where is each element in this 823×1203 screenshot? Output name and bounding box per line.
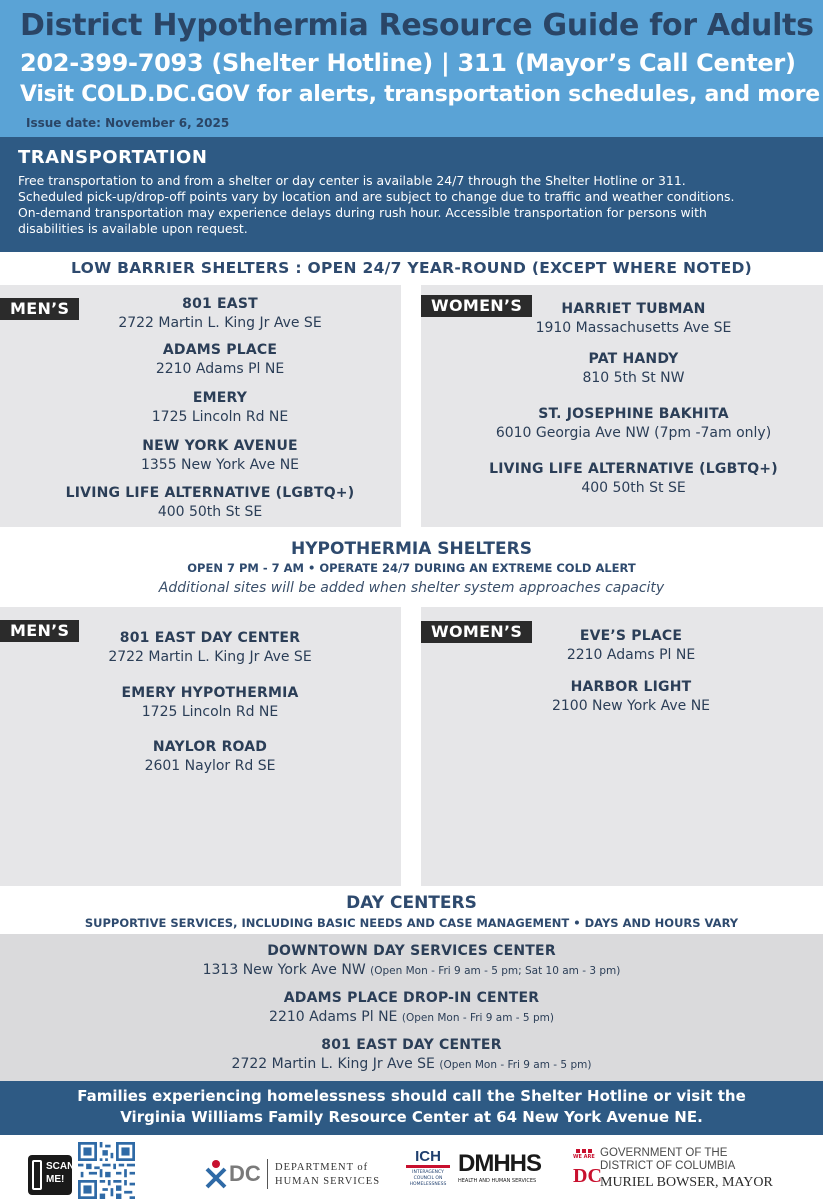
- ich-logo: [406, 1149, 450, 1195]
- shelter-entry: [60, 630, 360, 665]
- shelter-name: 801 EAST DAY CENTER: [119, 630, 301, 646]
- womens-tag: WOMEN’S: [421, 621, 532, 643]
- shelter-address: 2210 Adams Pl NE: [155, 361, 285, 377]
- shelter-name: ST. JOSEPHINE BAKHITA: [538, 406, 729, 422]
- shelter-entry: [60, 739, 360, 774]
- shelter-address: 1725 Lincoln Rd NE: [151, 409, 289, 425]
- shelter-name: EMERY HYPOTHERMIA: [121, 685, 299, 701]
- qr-code-icon: [78, 1142, 135, 1199]
- dmhhs-sub: HEALTH AND HUMAN SERVICES: [458, 1178, 537, 1184]
- shelter-name: 801 EAST: [182, 296, 258, 312]
- shelter-entry: [60, 438, 380, 473]
- transportation-line: On-demand transportation may experience delays during rush hour. Accessible transportation for persons with: [18, 205, 707, 220]
- transportation-title: TRANSPORTATION: [18, 147, 208, 168]
- shelter-name: ADAMS PLACE: [162, 342, 278, 358]
- hypothermia-subtitle: OPEN 7 PM - 7 AM • OPERATE 24/7 DURING AN EXTREME COLD ALERT: [187, 561, 636, 575]
- day-centers-title: DAY CENTERS: [346, 893, 477, 913]
- gov-short: DC: [573, 1165, 602, 1187]
- shelter-address: 810 5th St NW: [582, 370, 685, 386]
- hotline-numbers: 202-399-7093 (Shelter Hotline) | 311 (Mayor’s Call Center): [20, 49, 796, 77]
- person-icon: [205, 1159, 227, 1189]
- transportation-body: [18, 173, 808, 237]
- dc-dhs-logo: [205, 1157, 395, 1193]
- day-center-hours: (Open Mon - Fri 9 am - 5 pm): [439, 1059, 592, 1071]
- mens-tag: MEN’S: [0, 620, 79, 642]
- mens-tag: MEN’S: [0, 298, 79, 320]
- day-center-name: DOWNTOWN DAY SERVICES CENTER: [267, 943, 556, 959]
- day-centers-subtitle: SUPPORTIVE SERVICES, INCLUDING BASIC NEEDS AND CASE MANAGEMENT • DAYS AND HOURS VARY: [84, 916, 739, 930]
- visit-website-text: Visit COLD.DC.GOV for alerts, transportation schedules, and more: [20, 82, 820, 107]
- day-center-name: ADAMS PLACE DROP-IN CENTER: [283, 990, 540, 1006]
- shelter-entry: [521, 301, 746, 336]
- shelter-name: HARBOR LIGHT: [570, 679, 692, 695]
- day-center-entry: [0, 1037, 823, 1072]
- shelter-address: 2722 Martin L. King Jr Ave SE: [118, 315, 322, 331]
- scan-label: SCAN: [46, 1161, 75, 1172]
- hypothermia-mens-panel: [0, 607, 401, 886]
- shelter-entry: [451, 406, 816, 441]
- logo-strip: [0, 1135, 823, 1200]
- shelter-entry: [60, 390, 380, 425]
- day-center-address: 2210 Adams Pl NE: [269, 1009, 398, 1025]
- shelter-address: 2601 Naylor Rd SE: [144, 758, 276, 774]
- shelter-address: 400 50th St SE: [157, 504, 263, 520]
- we-are-text: WE ARE: [573, 1154, 595, 1160]
- low-barrier-womens-panel: [421, 285, 823, 527]
- dmhhs-short: DMHHS: [458, 1150, 541, 1177]
- hypothermia-title: HYPOTHERMIA SHELTERS: [291, 539, 532, 559]
- day-center-name: 801 EAST DAY CENTER: [321, 1037, 502, 1053]
- ich-short: ICH: [406, 1149, 450, 1168]
- shelter-name: NEW YORK AVENUE: [142, 438, 298, 454]
- day-center-address: 2722 Martin L. King Jr Ave SE: [231, 1056, 435, 1072]
- low-barrier-title: LOW BARRIER SHELTERS : OPEN 24/7 YEAR-ROUND (EXCEPT WHERE NOTED): [70, 259, 753, 277]
- shelter-name: LIVING LIFE ALTERNATIVE (LGBTQ+): [65, 485, 355, 501]
- hypothermia-womens-panel: [421, 607, 823, 886]
- ich-line2: COUNCIL ON: [413, 1176, 443, 1181]
- shelter-entry: [30, 485, 390, 520]
- day-center-address: 1313 New York Ave NW: [202, 962, 366, 978]
- day-center-entry: [0, 990, 823, 1025]
- dc-flag-icon: [573, 1149, 595, 1163]
- day-centers-panel: [0, 934, 823, 1081]
- shelter-address: 2210 Adams Pl NE: [566, 647, 696, 663]
- gov-line2: DISTRICT OF COLUMBIA: [600, 1160, 736, 1172]
- families-notice: [0, 1081, 823, 1135]
- transportation-line: Scheduled pick-up/drop-off points vary by location and are subject to change due to traffic and weather conditions.: [18, 189, 735, 204]
- shelter-address: 2722 Martin L. King Jr Ave SE: [108, 649, 312, 665]
- dhs-line1: DEPARTMENT of: [275, 1162, 369, 1173]
- qr-code[interactable]: [78, 1142, 135, 1199]
- ich-line3: HOMELESSNESS: [409, 1182, 447, 1187]
- shelter-address: 2100 New York Ave NE: [551, 698, 711, 714]
- gov-line3: MURIEL BOWSER, MAYOR: [600, 1175, 773, 1190]
- shelter-entry: [511, 679, 751, 714]
- hypothermia-note: Additional sites will be added when shelter system approaches capacity: [158, 580, 665, 596]
- families-line: Families experiencing homelessness should call the Shelter Hotline or visit the: [77, 1087, 746, 1105]
- day-center-hours: (Open Mon - Fri 9 am - 5 pm): [401, 1012, 554, 1024]
- shelter-address: 6010 Georgia Ave NW (7pm -7am only): [495, 425, 772, 441]
- shelter-name: LIVING LIFE ALTERNATIVE (LGBTQ+): [489, 461, 778, 477]
- shelter-entry: [511, 628, 751, 663]
- day-center-hours: (Open Mon - Fri 9 am - 5 pm; Sat 10 am - 3 pm): [370, 965, 621, 977]
- shelter-address: 400 50th St SE: [581, 480, 686, 496]
- dhs-short: DC: [229, 1161, 261, 1186]
- ich-line1: INTERAGENCY: [412, 1170, 444, 1175]
- shelter-entry: [60, 685, 360, 720]
- scan-me-icon: [28, 1155, 75, 1195]
- shelter-address: 1355 New York Ave NE: [140, 457, 300, 473]
- dc-government-logo: [573, 1147, 818, 1195]
- shelter-name: EVE’S PLACE: [579, 628, 683, 644]
- shelter-address: 1910 Massachusetts Ave SE: [535, 320, 732, 336]
- me-label: ME!: [46, 1174, 65, 1185]
- transportation-section: [0, 137, 823, 252]
- shelter-name: NAYLOR ROAD: [152, 739, 268, 755]
- shelter-address: 1725 Lincoln Rd NE: [141, 704, 279, 720]
- families-line: Virginia Williams Family Resource Center at 64 New York Avenue NE.: [120, 1108, 703, 1126]
- shelter-entry: [451, 351, 816, 386]
- issue-date: Issue date: November 6, 2025: [26, 116, 230, 130]
- header-banner: [0, 0, 823, 137]
- gov-line1: GOVERNMENT OF THE: [600, 1147, 728, 1159]
- shelter-entry: [451, 461, 816, 496]
- shelter-name: EMERY: [192, 390, 248, 406]
- shelter-entry: [60, 296, 380, 331]
- shelter-name: PAT HANDY: [588, 351, 679, 367]
- dhs-line2: HUMAN SERVICES: [275, 1176, 381, 1187]
- transportation-line: Free transportation to and from a shelter or day center is available 24/7 through the Shelter Hotline or 311.: [18, 173, 686, 188]
- shelter-entry: [60, 342, 380, 377]
- dmhhs-logo: [458, 1151, 554, 1195]
- shelter-name: HARRIET TUBMAN: [561, 301, 706, 317]
- day-center-entry: [0, 943, 823, 978]
- transportation-line: disabilities is available upon request.: [18, 221, 248, 236]
- low-barrier-mens-panel: [0, 285, 401, 527]
- page-title: District Hypothermia Resource Guide for Adults: [20, 8, 814, 43]
- womens-tag: WOMEN’S: [421, 295, 532, 317]
